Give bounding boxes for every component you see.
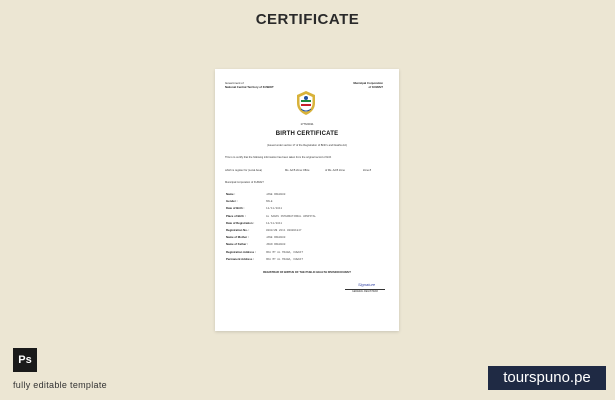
template-label: fully editable template [13,380,107,390]
intro-text: This is to certify that the following information has been taken from the original record of birth [225,156,332,159]
field-row [226,193,391,200]
field-label: Name : [226,192,236,196]
field-label: Name of Mother : [226,235,249,240]
page-title: CERTIFICATE [255,11,360,28]
field-row [226,200,391,207]
certificate-fields [226,193,391,265]
field-label: Gender : [226,199,238,204]
coat-of-arms-emblem [293,90,319,116]
header-right-line1: Municipal Corporation [353,81,383,85]
field-value: 0000/ZB 2011 000001847 [266,228,302,232]
field-label: Name of Father : [226,242,249,247]
field-row [226,207,391,214]
field-label: Date of Birth : [226,206,245,211]
field-row [226,236,391,243]
field-row [226,229,391,236]
field-value: MALE [266,200,273,204]
header-right [353,82,383,89]
field-value: 12/11/2011 [266,207,283,211]
field-row [226,258,391,265]
document-title: BIRTH CERTIFICATE [275,131,339,137]
certificate-document [215,69,399,331]
field-value: OKA MT AL MFAWA, KUWAIT [266,257,304,261]
signature-label: GENERAL REGISTRAR [352,290,378,293]
header-right-line2: of KUWAIT [368,84,383,89]
registry-col-3: of Ms. Ad B Zone [325,169,345,172]
field-label: Date of Registration : [226,220,255,225]
field-label: Registration Address : [226,249,256,254]
field-row [226,222,391,229]
field-label: Permanent Address : [226,256,255,261]
field-value: OKA MT AL MFAWA, KUWAIT [266,250,304,254]
brand-badge[interactable]: tourspuno.pe [488,366,606,390]
photoshop-icon: Ps [13,348,37,372]
document-subtitle: (Issued under section 17 of the Registration of Birth's and Deaths Act) [266,144,348,147]
signature: Signature [358,282,376,287]
field-value: 12/11/2011 [266,221,283,225]
header-left [225,82,274,89]
field-value: JANE DOE0000 [266,236,286,240]
registrar-line: REGISTRAR OF BIRTHS OF THE PUBLIC HEALTH DIVISION KUWAIT [263,271,351,274]
registry-col-1: which is register for (Local Area) [225,169,263,172]
management-line: Municipal Corporation of KUWAIT [225,181,264,184]
field-label: Place of Birth : [226,213,246,218]
registry-col-4: Zone 8 [363,169,372,172]
field-value: JANE DOE0000 [266,193,286,196]
field-label: Registration No. : [226,227,250,232]
field-value: AL SADAS INTERNATIONAL HOSPITAL [266,214,316,218]
header-left-line2: National Central Territory of KUWAIT [225,84,274,89]
serial-number: 1776/2011 [300,122,314,126]
header-left-line1: Government of [225,81,244,85]
field-value: JOHN DOE0000 [266,243,286,247]
registry-col-2: Ms. Ad B Zone Office [285,169,310,172]
